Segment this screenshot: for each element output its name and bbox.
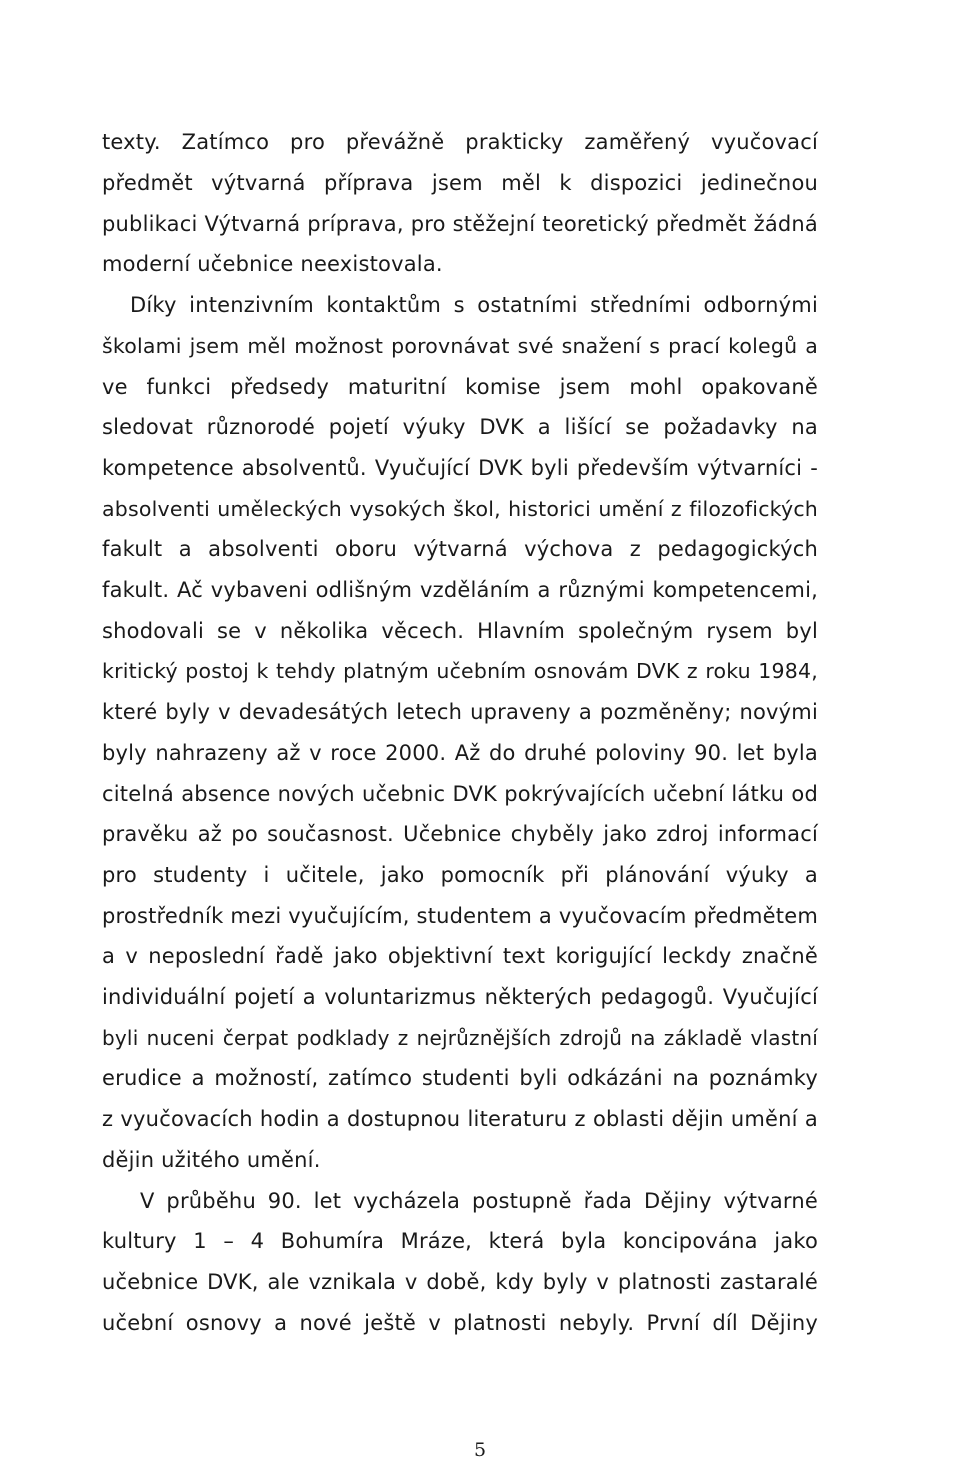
- text-line: citelná absence nových učebnic DVK pokrývajících učební látku od: [102, 782, 818, 806]
- text-line: fakult a absolventi oboru výtvarná výchova z pedagogických: [102, 537, 818, 561]
- text-line: kritický postoj k tehdy platným učebním osnovám DVK z roku 1984,: [102, 659, 818, 683]
- text-line: předmět výtvarná příprava jsem měl k dispozici jedinečnou: [102, 171, 818, 195]
- text-line: individuální pojetí a voluntarizmus některých pedagogů. Vyučující: [102, 985, 818, 1009]
- text-line: školami jsem měl možnost porovnávat své snažení s prací kolegů a: [102, 334, 818, 358]
- text-line: prostředník mezi vyučujícím, studentem a vyučovacím předmětem: [102, 904, 818, 928]
- text-line: učební osnovy a nové ještě v platnosti nebyly. První díl Dějiny: [102, 1311, 818, 1335]
- text-line: absolventi uměleckých vysokých škol, historici umění z filozofických: [102, 497, 818, 521]
- text-line: erudice a možností, zatímco studenti byli odkázáni na poznámky: [102, 1066, 818, 1090]
- text-line: kultury 1 – 4 Bohumíra Mráze, která byla koncipována jako: [102, 1229, 818, 1253]
- text-line: kompetence absolventů. Vyučující DVK byli především výtvarníci -: [102, 456, 818, 480]
- text-line: byli nuceni čerpat podklady z nejrůznějších zdrojů na základě vlastní: [102, 1026, 818, 1050]
- text-line: učebnice DVK, ale vznikala v době, kdy byly v platnosti zastaralé: [102, 1270, 818, 1294]
- text-line: byly nahrazeny až v roce 2000. Až do druhé poloviny 90. let byla: [102, 741, 818, 765]
- text-line: které byly v devadesátých letech upraveny a pozměněny; novými: [102, 700, 818, 724]
- text-line: dějin užitého umění.: [102, 1148, 321, 1172]
- text-line: pro studenty i učitele, jako pomocník při plánování výuky a: [102, 863, 818, 887]
- text-line: publikaci Výtvarná príprava, pro stěžejní teoretický předmět žádná: [102, 212, 818, 236]
- text-line: sledovat různorodé pojetí výuky DVK a lišící se požadavky na: [102, 415, 818, 439]
- text-line: a v neposlední řadě jako objektivní text korigující leckdy značně: [102, 944, 818, 968]
- text-line: shodovali se v několika věcech. Hlavním společným rysem byl: [102, 619, 818, 643]
- text-line: texty. Zatímco pro převážně prakticky zaměřený vyučovací: [102, 130, 818, 154]
- text-line: V průběhu 90. let vycházela postupně řada Dějiny výtvarné: [140, 1189, 818, 1213]
- page-number: 5: [473, 1439, 487, 1461]
- text-line: pravěku až po současnost. Učebnice chyběly jako zdroj informací: [102, 822, 818, 846]
- text-line: moderní učebnice neexistovala.: [102, 252, 443, 276]
- text-line: fakult. Ač vybaveni odlišným vzděláním a různými kompetencemi,: [102, 578, 818, 602]
- text-line: z vyučovacích hodin a dostupnou literaturu z oblasti dějin umění a: [102, 1107, 818, 1131]
- text-line: ve funkci předsedy maturitní komise jsem mohl opakovaně: [102, 375, 818, 399]
- text-line: Díky intenzivním kontaktům s ostatními středními odbornými: [130, 293, 818, 317]
